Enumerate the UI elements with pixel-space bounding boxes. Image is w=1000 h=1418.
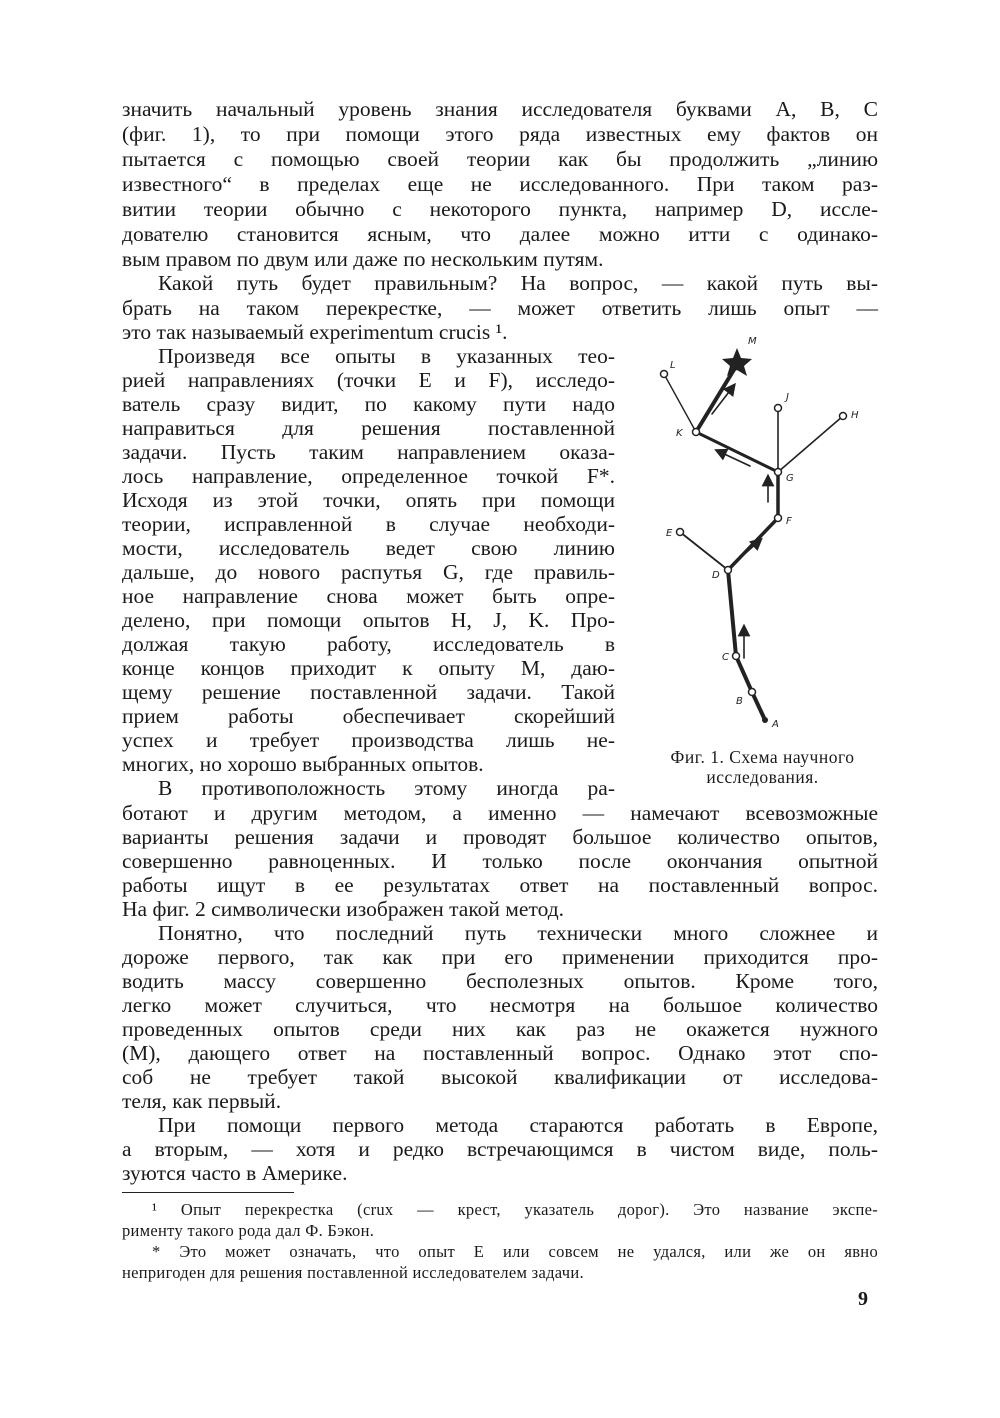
node-l <box>661 371 668 378</box>
text-line: проведенных опытов среди них как раз не окажется нужного <box>122 1017 878 1041</box>
footnote-line: * Это может означать, что опыт E или совсем не удался, или же он явно <box>152 1242 878 1261</box>
node-h <box>840 413 847 420</box>
text-line: конце концов приходит к опыту M, даю- <box>122 656 615 680</box>
text-line: направиться для решения поставленной <box>122 416 615 440</box>
label-f: F <box>786 516 792 527</box>
text-line: мости, исследователь ведет свою линию <box>122 536 615 560</box>
node-a <box>762 717 768 723</box>
node-e <box>677 529 684 536</box>
label-m: M <box>748 336 757 347</box>
main-path-to-m <box>696 368 735 432</box>
text-line: дователю становится ясным, что далее можно итти с одинако- <box>122 222 878 246</box>
branch-l <box>664 374 696 432</box>
text-line: ватель сразу видит, по какому пути надо <box>122 392 615 416</box>
text-line: вым правом по двум или даже по нескольким путям. <box>122 247 604 271</box>
text-line: ботают и другим методом, а именно — намечают всевозможные <box>122 801 878 825</box>
label-j: J <box>786 392 789 403</box>
text-line: дальше, до нового распутья G, где правиль- <box>122 560 615 584</box>
node-j <box>775 405 782 412</box>
text-line: успех и требует производства лишь не- <box>122 728 615 752</box>
figure-caption-line: исследования. <box>706 767 819 787</box>
text-line: зуются часто в Америке. <box>122 1161 348 1185</box>
label-k: K <box>676 428 683 439</box>
branch-h <box>778 416 843 472</box>
text-line: щему решение поставленной задачи. Такой <box>122 680 615 704</box>
label-g: G <box>786 473 794 484</box>
text-line: лось направление, определенное точкой F*. <box>122 464 615 488</box>
text-line: теля, как первый. <box>122 1089 282 1113</box>
figure-caption-line: Фиг. 1. Схема научного <box>670 747 855 767</box>
text-line: соб не требует такой высокой квалификации от исследова- <box>122 1065 878 1089</box>
text-line: совершенно равноценных. И только после окончания опытной <box>122 849 878 873</box>
node-g <box>775 469 782 476</box>
text-line: (M), дающего ответ на поставленный вопрос. Однако этот спо- <box>122 1041 878 1065</box>
page-number: 9 <box>858 1288 868 1310</box>
text-line: При помощи первого метода стараются работать в Европе, <box>158 1113 878 1137</box>
arrow-left <box>720 452 750 466</box>
text-line: должая такую работу, исследователь в <box>122 632 615 656</box>
main-path-lower <box>728 570 765 720</box>
label-h: H <box>851 410 859 421</box>
text-line: работы ищут в ее результатах ответ на поставленный вопрос. <box>122 873 878 897</box>
text-line: делено, при помощи опытов H, J, K. Про- <box>122 608 615 632</box>
text-line: теории, исправленной в случае необходи- <box>122 512 615 536</box>
text-line: значить начальный уровень знания исследователя буквами A, B, C <box>122 97 878 121</box>
text-line: задачи. Пусть таким направлением оказа- <box>122 440 615 464</box>
text-line: Исходя из этой точки, опять при помощи <box>122 488 615 512</box>
label-c: C <box>722 652 729 663</box>
node-b <box>749 689 756 696</box>
star-m-icon <box>722 348 752 376</box>
arrow-diagonal <box>740 542 758 558</box>
footnote-line: непригоден для решения поставленной исследователем задачи. <box>122 1263 584 1282</box>
text-line: (фиг. 1), то при помощи этого ряда известных ему фактов он <box>122 122 878 146</box>
label-b: B <box>736 696 743 707</box>
text-line: брать на таком перекрестке, — может ответить лишь опыт — <box>122 296 878 320</box>
node-d <box>725 567 732 574</box>
text-line: а вторым, — хотя и редко встречающимся в чистом виде, поль- <box>122 1137 878 1161</box>
label-l: L <box>670 360 676 371</box>
text-line: водить массу совершенно бесполезных опытов. Кроме того, <box>122 969 878 993</box>
text-line: пытается с помощью своей теории как бы продолжить „линию <box>122 147 878 171</box>
text-line: Понятно, что последний путь технически много сложнее и <box>158 921 878 945</box>
text-line: витии теории обычно с некоторого пункта, например D, иссле- <box>122 197 878 221</box>
text-line: многих, но хорошо выбранных опытов. <box>122 752 484 776</box>
text-line: На фиг. 2 символически изображен такой метод. <box>122 897 565 921</box>
main-path-branch-k <box>696 432 778 472</box>
label-a: A <box>772 719 779 730</box>
text-line: прием работы обеспечивает скорейший <box>122 704 615 728</box>
node-c <box>733 653 740 660</box>
node-f <box>775 515 782 522</box>
text-line: дороже первого, так как при его применении приходится про- <box>122 945 878 969</box>
main-path-middle <box>728 472 778 570</box>
text-line: легко может случиться, что несмотря на большое количество <box>122 993 878 1017</box>
research-scheme-figure <box>640 330 885 750</box>
text-line: ное направление снова может быть опре- <box>122 584 615 608</box>
footnote-divider <box>122 1192 294 1193</box>
branch-e <box>680 532 728 570</box>
text-line: Произведя все опыты в указанных тео- <box>158 344 615 368</box>
footnote-line: ¹ Опыт перекрестка (crux — крест, указатель дорог). Это название экспе- <box>152 1200 878 1219</box>
text-line: известного“ в пределах еще не исследованного. При таком раз- <box>122 172 878 196</box>
text-line: это так называемый experimentum crucis ¹. <box>122 320 508 344</box>
text-line: варианты решения задачи и проводят большое количество опытов, <box>122 825 878 849</box>
text-line: В противоположность этому иногда ра- <box>158 776 615 800</box>
label-e: E <box>666 528 673 539</box>
text-line: Какой путь будет правильным? На вопрос, — какой путь вы- <box>158 271 878 295</box>
label-d: D <box>712 570 720 581</box>
footnote-line: рименту такого рода дал Ф. Бэкон. <box>122 1221 375 1240</box>
text-line: рией направлениях (точки E и F), исследо- <box>122 368 615 392</box>
node-k <box>693 429 700 436</box>
